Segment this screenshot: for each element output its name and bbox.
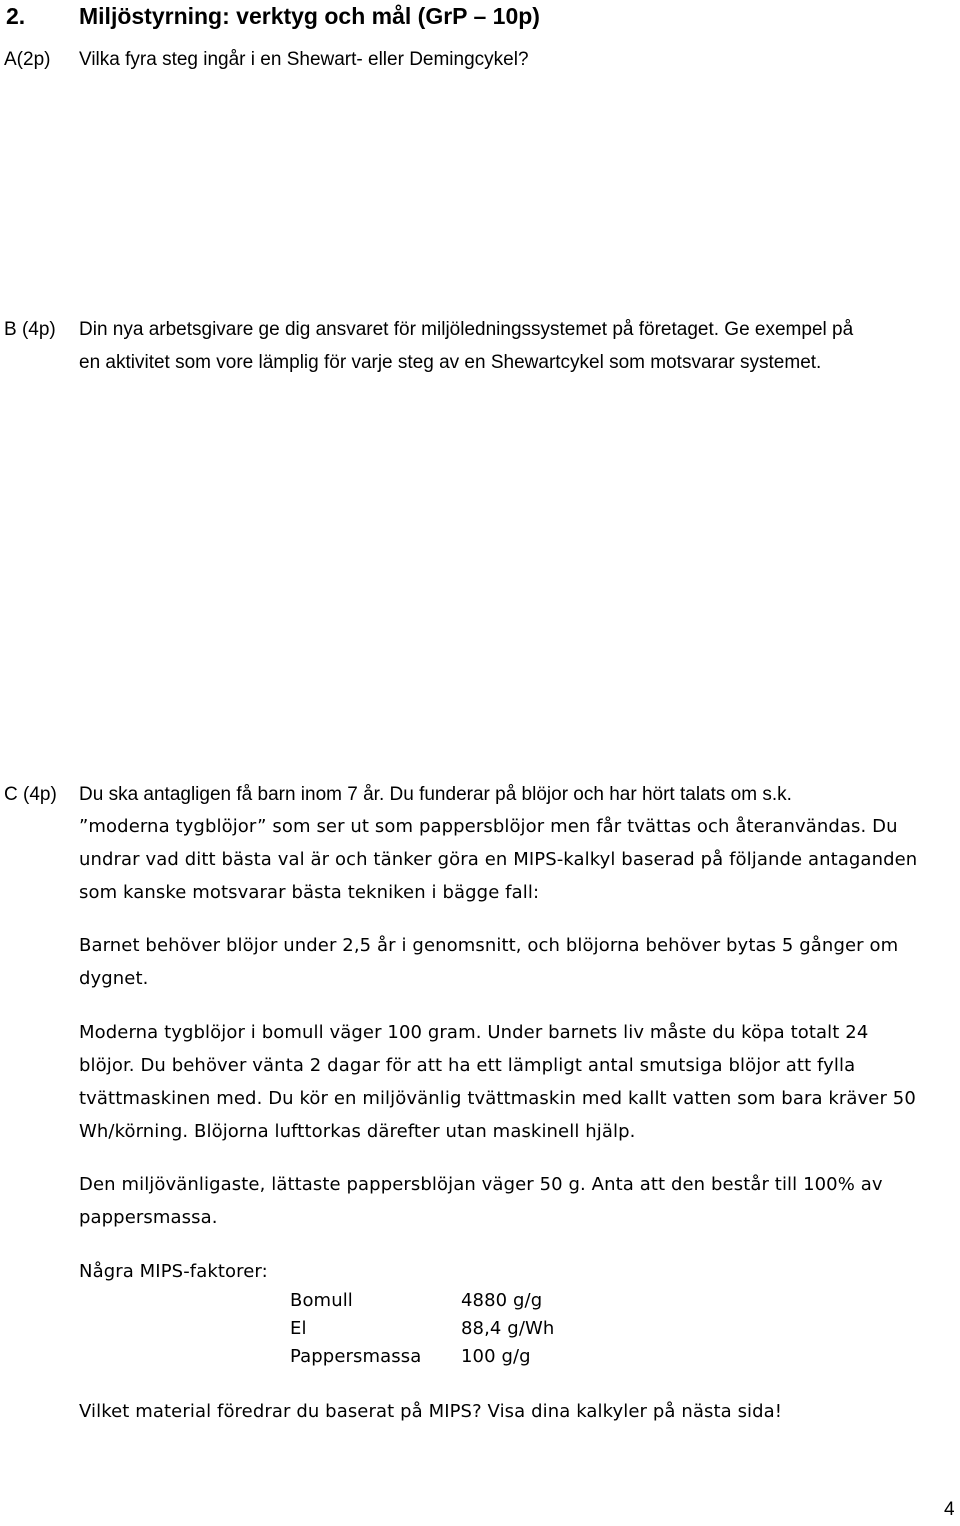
question-a-label: A(2p) (4, 49, 51, 70)
mips-value: 4880 g/g (461, 1290, 543, 1311)
question-c-para1-line: Barnet behöver blöjor under 2,5 år i genomsnitt, och blöjorna behöver bytas 5 gånger om (79, 935, 899, 956)
question-c-para3-line: Den miljövänligaste, lättaste pappersblöjan väger 50 g. Anta att den består till 100% av (79, 1174, 883, 1195)
question-c-para2-line: tvättmaskinen med. Du kör en miljövänlig tvättmaskin med kallt vatten som bara kräver 50 (79, 1088, 916, 1109)
question-c-intro-line: undrar vad ditt bästa val är och tänker göra en MIPS-kalkyl baserad på följande antaganden (79, 849, 918, 870)
mips-value: 100 g/g (461, 1346, 531, 1367)
section-title: Miljöstyrning: verktyg och mål (GrP – 10p) (79, 3, 540, 29)
question-a-text: Vilka fyra steg ingår i en Shewart- eller Demingcykel? (79, 49, 529, 70)
mips-value: 88,4 g/Wh (461, 1318, 555, 1339)
question-c-intro-line: som kanske motsvarar bästa tekniken i bägge fall: (79, 882, 540, 903)
page-number: 4 (944, 1499, 955, 1520)
section-number: 2. (6, 3, 26, 29)
mips-material: Pappersmassa (290, 1346, 422, 1367)
mips-heading: Några MIPS-faktorer: (79, 1261, 268, 1282)
question-c-para2-line: Moderna tygblöjor i bomull väger 100 gram. Under barnets liv måste du köpa totalt 24 (79, 1022, 869, 1043)
question-c-para3-line: pappersmassa. (79, 1207, 218, 1228)
question-b-line: en aktivitet som vore lämplig för varje steg av en Shewartcykel som motsvarar systemet. (79, 352, 822, 373)
question-c-para2-line: blöjor. Du behöver vänta 2 dagar för att ha ett lämpligt antal smutsiga blöjor att fylla (79, 1055, 856, 1076)
closing-question: Vilket material föredrar du baserat på MIPS? Visa dina kalkyler på nästa sida! (79, 1401, 783, 1422)
question-b-label: B (4p) (4, 319, 56, 340)
question-b-line: Din nya arbetsgivare ge dig ansvaret för miljöledningssystemet på företaget. Ge exempel på (79, 319, 854, 340)
question-c-label: C (4p) (4, 784, 57, 805)
mips-material: El (290, 1318, 307, 1339)
question-c-para1-line: dygnet. (79, 968, 149, 989)
question-c-intro-line: ”moderna tygblöjor” som ser ut som pappersblöjor men får tvättas och återanvändas. Du (79, 816, 898, 837)
question-c-intro-line: Du ska antagligen få barn inom 7 år. Du funderar på blöjor och har hört talats om s.k. (79, 784, 792, 805)
question-c-para2-line: Wh/körning. Blöjorna lufttorkas därefter utan maskinell hjälp. (79, 1121, 636, 1142)
mips-material: Bomull (290, 1290, 353, 1311)
